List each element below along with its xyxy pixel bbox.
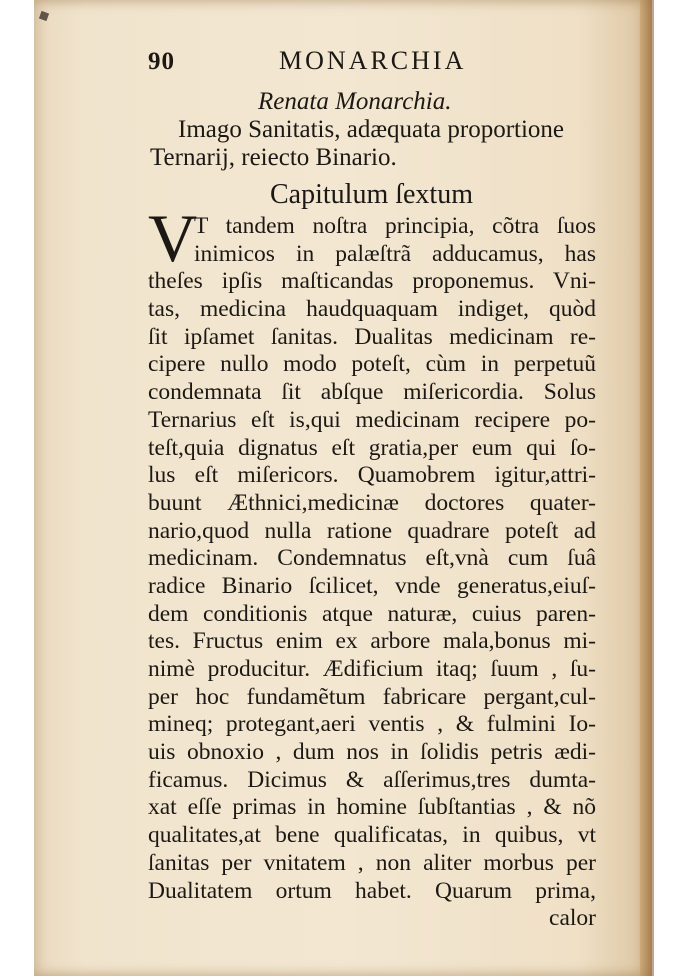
body-line: tas, medicina haudquaquam indiget, quòd (148, 296, 596, 323)
body-line: teſt,quia dignatus eſt gratia,per eum qui ſo- (148, 434, 596, 461)
body-line: qualitates,at bene qualificatas, in quibus, vt (148, 822, 596, 849)
chapter-summary (150, 116, 598, 172)
page-edge-shadow (640, 0, 654, 976)
body-line: ſit ipſamet ſanitas. Dualitas medicinam re- (148, 323, 596, 350)
body-line: medicinam. Condemnatus eſt,vnà cum ſuâ (148, 545, 596, 572)
body-line: radice Binario ſcilicet, vnde generatus,eiuſ- (148, 572, 596, 599)
body-line: buunt Æthnici,medicinæ doctores quater- (148, 489, 596, 516)
body-line: nario,quod nulla ratione quadrare poteſt ad (148, 517, 596, 544)
body-line: condemnata ſit abſque miſericordia. Solus (148, 379, 596, 406)
body-line: mineq; protegant,aeri ventis , & fulmini Io- (148, 711, 596, 738)
body-line: xat eſſe primas in homine ſubſtantias , & nõ (148, 794, 596, 821)
body-line: Dualitatem ortum habet. Quarum prima, (148, 877, 596, 904)
body-line: uis obnoxio , dum nos in ſolidis petris ædi- (148, 739, 596, 766)
chapter-title: Capitulum ſextum (270, 179, 473, 210)
summary-line: Ternarij, reiecto Binario. (150, 144, 397, 171)
section-subtitle: Renata Monarchia. (258, 88, 452, 115)
body-line: theſes ipſis maſticandas proponemus. Vni- (148, 268, 596, 295)
body-line: cipere nullo modo poteſt, cùm in perpetuũ (148, 351, 596, 378)
page-number: 90 (148, 48, 175, 75)
body-line: T tandem noſtra principia, cõtra ſuos (194, 213, 596, 239)
body-line: tes. Fructus enim ex arbore mala,bonus mi- (148, 628, 596, 655)
body-line: nimè producitur. Ædificium itaq; ſuum , ſu- (148, 656, 596, 682)
catchword: calor (549, 905, 596, 932)
body-line: ficamus. Dicimus & aſſerimus,tres dumta- (148, 766, 596, 793)
body-line: inimicos in palæſtrã adducamus, has (194, 240, 596, 267)
running-head: MONARCHIA (279, 46, 467, 75)
body-line: lus eſt miſericors. Quamobrem igitur,attri- (148, 462, 596, 489)
body-line: per hoc fundamẽtum fabricare pergant,cul- (148, 683, 596, 710)
body-line: dem conditionis atque naturæ, cuius paren- (148, 600, 596, 627)
body-line: ſanitas per vnitatem , non aliter morbus per (148, 849, 596, 876)
summary-line: Imago Sanitatis, adæquata proportione (178, 116, 565, 143)
drop-cap-initial: V (148, 200, 198, 276)
body-text (148, 213, 596, 933)
body-line: Ternarius eſt is,qui medicinam recipere po- (148, 406, 596, 433)
